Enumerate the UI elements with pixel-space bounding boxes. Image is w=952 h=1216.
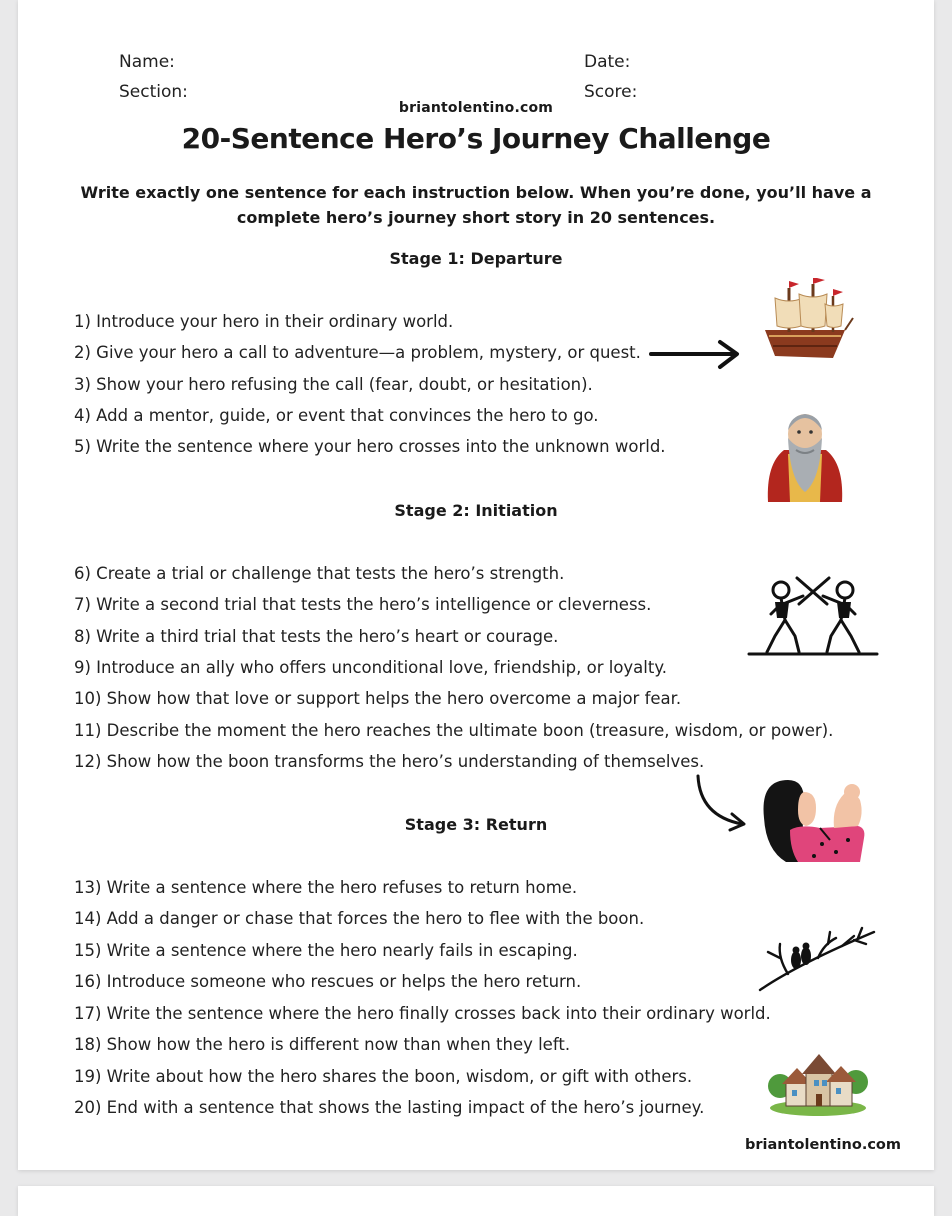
list-item: 16) Introduce someone who rescues or helps the hero return. (74, 972, 582, 991)
score-label: Score: (584, 82, 638, 102)
list-item: 19) Write about how the hero shares the boon, wisdom, or gift with others. (74, 1067, 693, 1086)
list-item: 15) Write a sentence where the hero nearly fails in escaping. (74, 941, 578, 960)
list-item: 8) Write a third trial that tests the hero’s heart or courage. (74, 627, 559, 646)
stage-2-heading: Stage 2: Initiation (394, 501, 558, 520)
list-item: 6) Create a trial or challenge that tests the hero’s strength. (74, 564, 565, 583)
list-item: 10) Show how that love or support helps the hero overcome a major fear. (74, 689, 682, 708)
list-item: 9) Introduce an ally who offers unconditional love, friendship, or loyalty. (74, 658, 668, 677)
next-page-edge (18, 1186, 934, 1216)
arrow-right-icon (648, 338, 743, 372)
list-item: 14) Add a danger or chase that forces the hero to flee with the boon. (74, 909, 645, 928)
strong-woman-icon (760, 770, 872, 866)
site-header: briantolentino.com (398, 100, 554, 116)
list-item: 11) Describe the moment the hero reaches the ultimate boon (treasure, wisdom, or power). (74, 721, 834, 740)
wise-old-man-icon (762, 408, 848, 502)
instructions: Write exactly one sentence for each instruction below. When you’re done, you’ll have a complete hero’s journey short story in 20 sentences. (80, 183, 872, 227)
village-houses-icon (768, 1046, 868, 1116)
stage-3-heading: Stage 3: Return (404, 815, 548, 834)
name-label: Name: (119, 52, 175, 72)
list-item: 3) Show your hero refusing the call (fear, doubt, or hesitation). (74, 375, 593, 394)
list-item: 1) Introduce your hero in their ordinary world. (74, 312, 454, 331)
dueling-warriors-icon (745, 574, 881, 658)
list-item: 18) Show how the hero is different now than when they left. (74, 1035, 571, 1054)
list-item: 2) Give your hero a call to adventure—a problem, mystery, or quest. (74, 343, 641, 362)
section-label: Section: (119, 82, 188, 102)
birds-on-branch-icon (758, 924, 876, 994)
list-item: 4) Add a mentor, guide, or event that convinces the hero to go. (74, 406, 599, 425)
list-item: 17) Write the sentence where the hero finally crosses back into their ordinary world. (74, 1004, 771, 1023)
list-item: 20) End with a sentence that shows the lasting impact of the hero’s journey. (74, 1098, 705, 1117)
sailing-ship-icon (755, 278, 855, 368)
site-footer: briantolentino.com (745, 1137, 901, 1153)
list-item: 13) Write a sentence where the hero refuses to return home. (74, 878, 578, 897)
date-label: Date: (584, 52, 631, 72)
stage-1-heading: Stage 1: Departure (389, 249, 563, 268)
curved-arrow-icon (690, 772, 752, 832)
list-item: 7) Write a second trial that tests the hero’s intelligence or cleverness. (74, 595, 652, 614)
page-title: 20-Sentence Hero’s Journey Challenge (181, 122, 771, 155)
list-item: 5) Write the sentence where your hero crosses into the unknown world. (74, 437, 666, 456)
list-item: 12) Show how the boon transforms the hero’s understanding of themselves. (74, 752, 705, 771)
